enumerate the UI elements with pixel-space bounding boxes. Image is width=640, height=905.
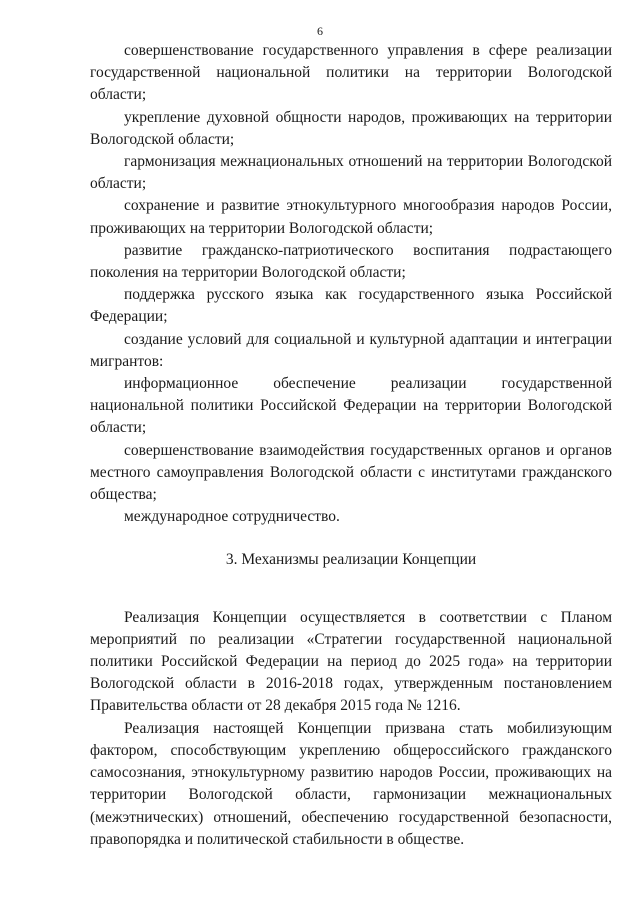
list-item: совершенствование государственного управления в сфере реализации государственной национальной политики на территории Вологодской области;: [90, 42, 612, 104]
list-item: укрепление духовной общности народов, проживающих на территории Вологодской области;: [90, 108, 612, 148]
body-paragraph: Реализация настоящей Концепции призвана стать мобилизующим фактором, способствующим укреплению общероссийского гражданского самосознания, этнокультурному развитию народов России, проживающих на территории Вологодской области, гармонизации межнациональных (межэтнических) отношений, обеспечению государственной безопасности, правопорядка и политической стабильности в обществе.: [90, 719, 612, 848]
list-item: создание условий для социальной и культурной адаптации и интеграции мигрантов:: [90, 330, 612, 370]
body-paragraph: Реализация Концепции осуществляется в соответствии с Планом мероприятий по реализации «Стратегии государственной национальной политики Российской Федерации на период до 2025 года» на территории Вологодской области в 2016-2018 годах, утвержденным постановлением Правительства области от 28 декабря 2015 года № 1216.: [90, 608, 612, 715]
spacer: [90, 593, 612, 607]
list-item: поддержка русского языка как государственного языка Российской Федерации;: [90, 286, 612, 326]
list-item: развитие гражданско-патриотического воспитания подрастающего поколения на территории Вологодской области;: [90, 241, 612, 282]
list-item: сохранение и развитие этнокультурного многообразия народов России, проживающих на территории Вологодской области;: [90, 197, 612, 237]
list-item: гармонизация межнациональных отношений на территории Вологодской области;: [90, 153, 612, 193]
list-item: международное сотрудничество.: [124, 508, 340, 526]
list-item: совершенствование взаимодействия государственных органов и органов местного самоуправления Вологодской области с институтами гражданского общества;: [90, 441, 612, 504]
list-item: информационное обеспечение реализации государственной национальной политики Российской Федерации на территории Вологодской области;: [90, 375, 612, 437]
section-heading: 3. Механизмы реализации Концепции: [225, 551, 477, 569]
page-number: 6: [317, 24, 323, 38]
document-body: [90, 40, 612, 851]
